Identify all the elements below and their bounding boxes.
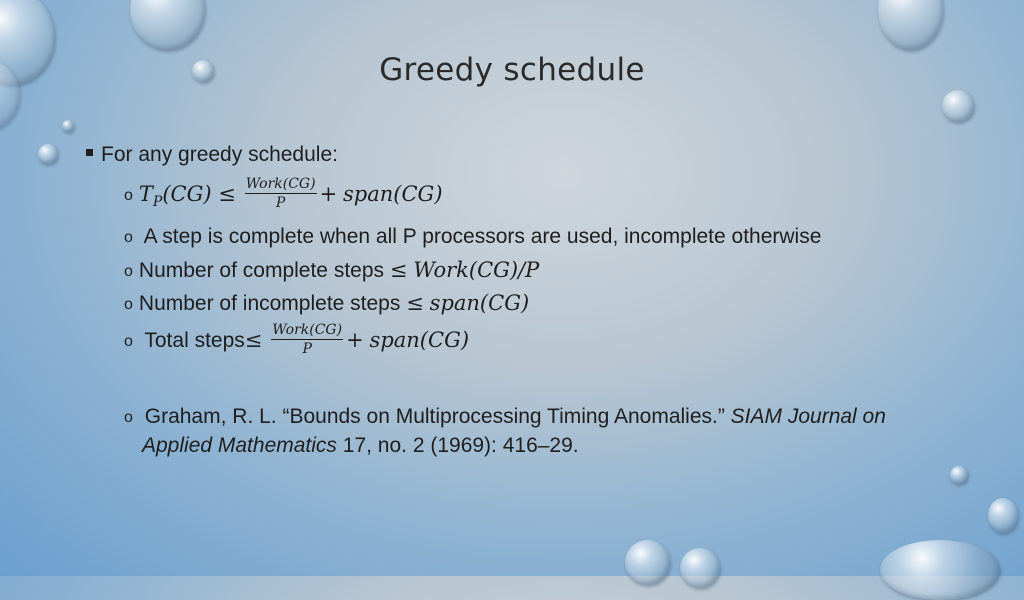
water-drop-icon [880, 540, 1000, 600]
water-drop-icon [130, 0, 205, 50]
circle-bullet-icon: o [124, 263, 133, 280]
water-drop-icon [942, 90, 974, 122]
water-drop-icon [625, 540, 670, 585]
math-span: span(CG) [429, 291, 530, 315]
reference-citation: 17, no. 2 (1969): 416–29. [336, 434, 579, 457]
complete-definition-line [124, 225, 821, 249]
reference-line [124, 405, 886, 429]
circle-bullet-icon: o [124, 333, 133, 351]
slide-title: Greedy schedule [379, 52, 645, 88]
circle-bullet-icon: o [124, 229, 133, 246]
fraction-denominator: P [275, 195, 286, 211]
fraction [271, 322, 343, 357]
header-bullet-text: For any greedy schedule: [101, 143, 338, 166]
total-steps-text: Total steps [144, 329, 245, 353]
plus-symbol: + [319, 182, 338, 207]
math-tp-arg: (CG) [162, 182, 212, 207]
complete-steps-text: Number of complete steps [138, 259, 385, 282]
fraction-numerator: Work(CG) [245, 176, 316, 192]
square-bullet-icon [86, 149, 93, 156]
complete-definition-text: A step is complete when all P processors are used, incomplete otherwise [143, 225, 822, 248]
complete-steps-line [124, 258, 539, 283]
math-span: span(CG) [343, 182, 443, 207]
plus-symbol: + [346, 328, 364, 353]
water-drop-icon [680, 548, 720, 588]
circle-bullet-icon: o [124, 296, 133, 313]
reference-text: Graham, R. L. “Bounds on Multiprocessing Timing Anomalies.” [144, 405, 731, 428]
reference-journal: SIAM Journal on [730, 405, 886, 428]
math-work-over-p: Work(CG)/P [413, 258, 540, 282]
water-drop-icon [988, 498, 1018, 533]
leq-symbol: ≤ [244, 328, 263, 353]
water-drop-icon [62, 120, 74, 132]
total-steps-line [124, 324, 469, 359]
fraction [245, 176, 317, 211]
math-span: span(CG) [369, 328, 470, 353]
circle-bullet-icon: o [124, 409, 133, 426]
math-t: T [138, 182, 153, 207]
header-bullet [86, 143, 338, 167]
leq-symbol: ≤ [389, 258, 408, 282]
water-drop-icon [950, 466, 968, 484]
incomplete-steps-line [124, 291, 529, 316]
circle-bullet-icon: o [124, 187, 133, 205]
water-drop-icon [38, 144, 58, 164]
fraction-numerator: Work(CG) [272, 322, 343, 338]
math-t-subscript: P [152, 194, 163, 211]
formula-tp-line [124, 178, 443, 213]
reference-line-2 [142, 434, 579, 458]
incomplete-steps-text: Number of incomplete steps [138, 292, 401, 315]
leq-symbol: ≤ [211, 182, 236, 207]
fraction-denominator: P [302, 341, 312, 357]
water-drop-icon [878, 0, 943, 50]
reference-journal-cont: Applied Mathematics [142, 434, 337, 457]
leq-symbol: ≤ [406, 291, 424, 315]
